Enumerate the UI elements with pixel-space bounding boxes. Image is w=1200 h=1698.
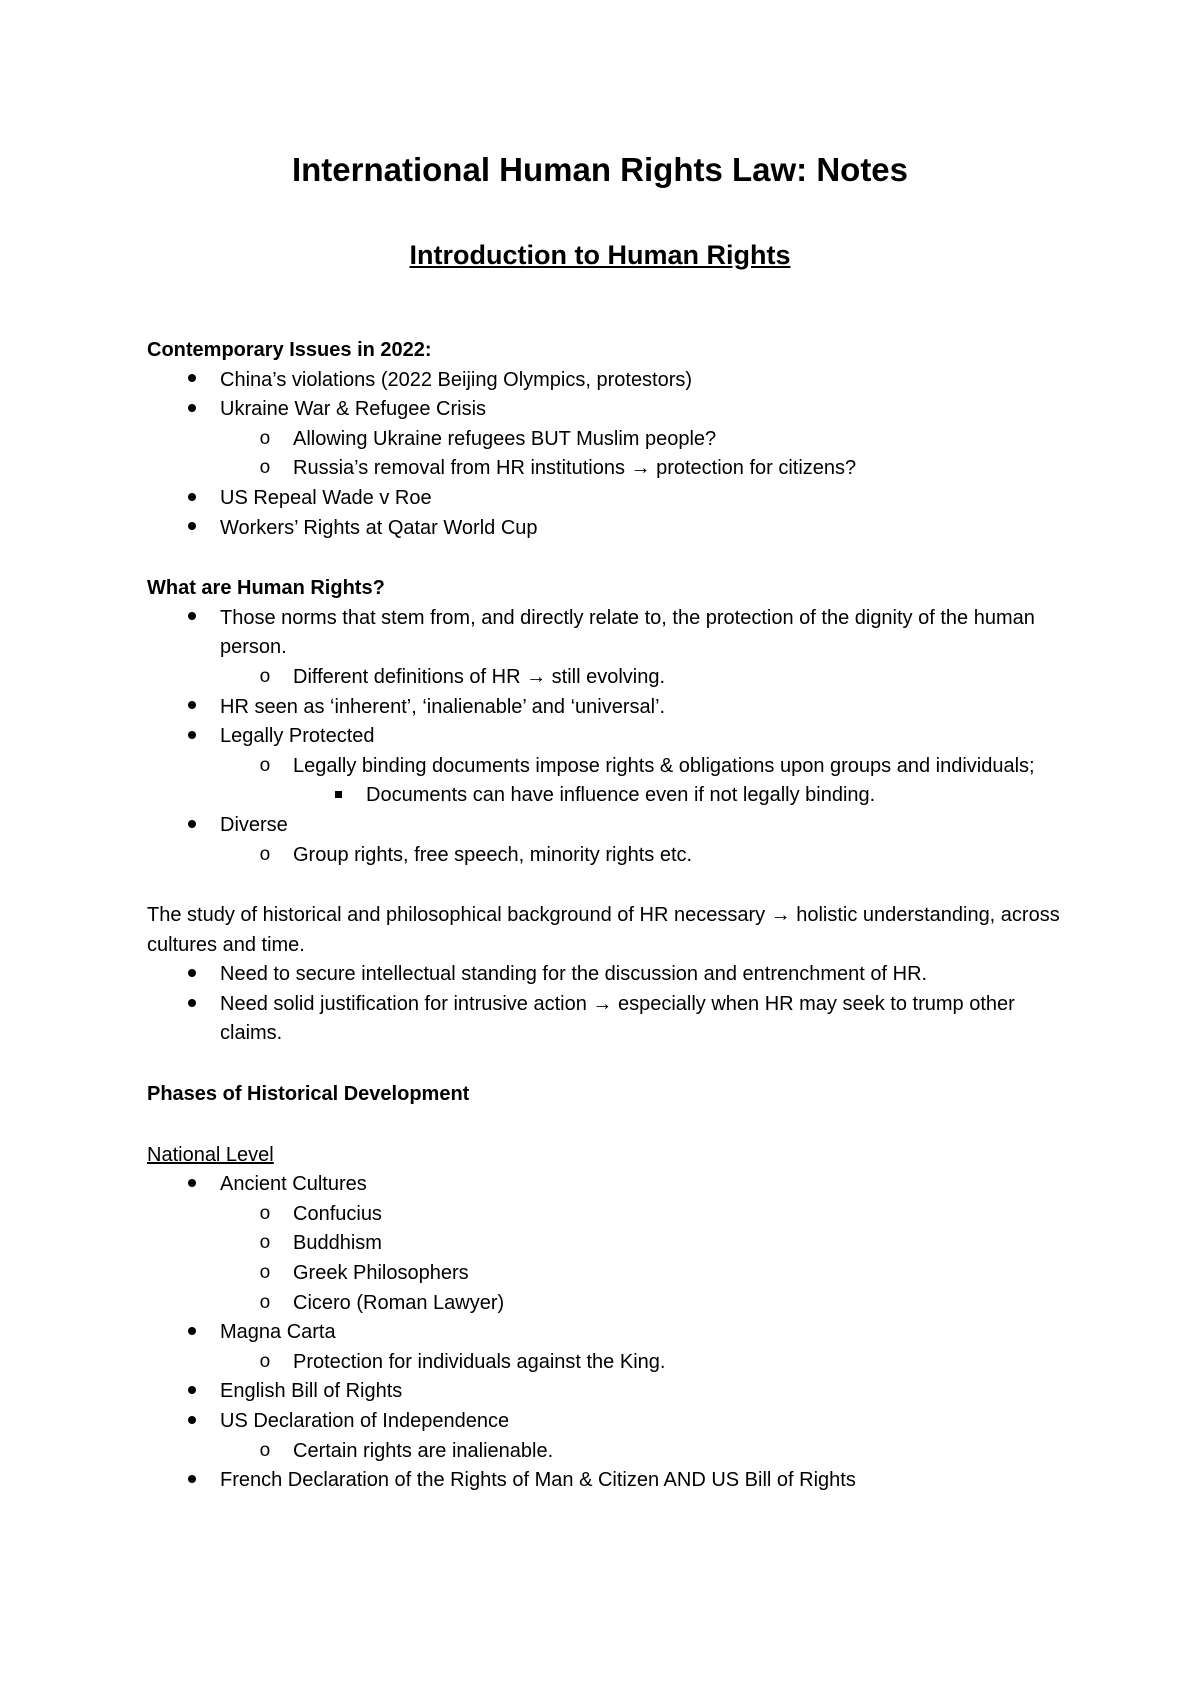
bullet-dot-icon [188, 1327, 196, 1335]
list-item: Need solid justification for intrusive action → especially when HR may seek to trump other claims. [147, 990, 1067, 1049]
list-item: o Cicero (Roman Lawyer) [147, 1289, 1067, 1319]
what-list [147, 604, 1067, 870]
list-item: US Declaration of Independence [147, 1407, 1067, 1437]
bullet-dot-icon [188, 1416, 196, 1424]
section-heading-contemporary: Contemporary Issues in 2022: [147, 339, 432, 361]
list-item: English Bill of Rights [147, 1377, 1067, 1407]
bullet-dot-icon [188, 969, 196, 977]
section-heading-what: What are Human Rights? [147, 577, 385, 600]
bullet-dot-icon [188, 374, 196, 382]
bullet-dot-icon [188, 522, 196, 530]
bullet-circle-icon: o [259, 1262, 271, 1285]
list-item: Need to secure intellectual standing for the discussion and entrenchment of HR. [147, 960, 1067, 990]
bullet-circle-icon: o [259, 1232, 271, 1255]
bullet-dot-icon [188, 493, 196, 501]
list-item: HR seen as ‘inherent’, ‘inalienable’ and ‘universal’. [147, 693, 1067, 723]
bullet-circle-icon: o [259, 1202, 271, 1225]
document-body [147, 336, 1067, 1496]
bullet-dot-icon [188, 731, 196, 739]
list-item: o Group rights, free speech, minority rights etc. [147, 841, 1067, 871]
section-heading-phases: Phases of Historical Development [147, 1083, 470, 1106]
bullet-dot-icon [188, 612, 196, 620]
list-item: Magna Carta [147, 1318, 1067, 1348]
study-list [147, 960, 1067, 1049]
list-item: o Protection for individuals against the King. [147, 1348, 1067, 1378]
list-item: US Repeal Wade v Roe [147, 484, 1067, 514]
contemporary-list [147, 366, 1067, 544]
bullet-circle-icon: o [259, 843, 271, 866]
phases-list [147, 1170, 1067, 1496]
list-item: Legally Protected [147, 722, 1067, 752]
bullet-circle-icon: o [259, 427, 271, 450]
bullet-circle-icon: o [259, 754, 271, 777]
section-subheading-national: National Level [147, 1143, 274, 1166]
list-item: o Greek Philosophers [147, 1259, 1067, 1289]
list-item: China’s violations (2022 Beijing Olympics, protestors) [147, 366, 1067, 396]
bullet-dot-icon [188, 1386, 196, 1394]
bullet-circle-icon: o [259, 1439, 271, 1462]
list-item: o Confucius [147, 1200, 1067, 1230]
bullet-dot-icon [188, 404, 196, 412]
list-item: o Russia’s removal from HR institutions → protection for citizens? [147, 454, 1067, 484]
bullet-dot-icon [188, 999, 196, 1007]
bullet-dot-icon [188, 1475, 196, 1483]
list-item: Ancient Cultures [147, 1170, 1067, 1200]
bullet-dot-icon [188, 820, 196, 828]
list-item: o Buddhism [147, 1229, 1067, 1259]
list-item: French Declaration of the Rights of Man & Citizen AND US Bill of Rights [147, 1466, 1067, 1496]
bullet-square-icon [335, 791, 342, 798]
list-item: o Different definitions of HR → still evolving. [147, 663, 1067, 693]
list-item: Workers’ Rights at Qatar World Cup [147, 514, 1067, 544]
bullet-dot-icon [188, 701, 196, 709]
list-item: Ukraine War & Refugee Crisis [147, 395, 1067, 425]
study-paragraph: The study of historical and philosophical background of HR necessary → holistic understanding, across cultures and time. [147, 904, 1060, 956]
bullet-circle-icon: o [259, 457, 271, 480]
bullet-circle-icon: o [259, 1291, 271, 1314]
bullet-circle-icon: o [259, 665, 271, 688]
bullet-circle-icon: o [259, 1350, 271, 1373]
list-item: Documents can have influence even if not legally binding. [147, 781, 1067, 811]
document-subtitle: Introduction to Human Rights [409, 240, 791, 270]
list-item: o Allowing Ukraine refugees BUT Muslim people? [147, 425, 1067, 455]
list-item: o Certain rights are inalienable. [147, 1437, 1067, 1467]
list-item: Diverse [147, 811, 1067, 841]
list-item: o Legally binding documents impose rights & obligations upon groups and individuals; [147, 752, 1067, 782]
list-item: Those norms that stem from, and directly relate to, the protection of the dignity of the human person. [147, 604, 1067, 663]
document-title: International Human Rights Law: Notes [291, 151, 909, 188]
bullet-dot-icon [188, 1179, 196, 1187]
